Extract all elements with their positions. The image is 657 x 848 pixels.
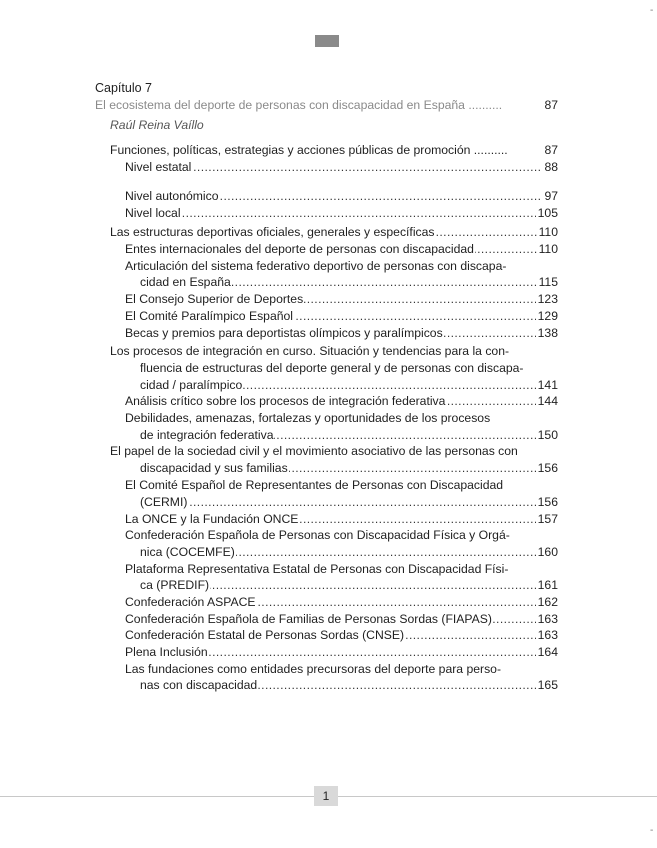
toc-entry: ..... Confederación Española de Familias de Personas Sordas (FIAPAS) 163 [125,611,558,628]
toc-entry: ..... cidad en España 115 [140,274,558,291]
toc-entry: ..... Confederación ASPACE 162 [125,594,558,611]
chapter-author: Raúl Reina Vaíllo [110,118,204,132]
toc-entry: Plataforma Representativa Estatal de Personas con Discapacidad Físi- [125,562,509,576]
toc-entry: ..... El Comité Paralímpico Español 129 [125,308,558,325]
toc-entry: El papel de la sociedad civil y el movimiento asociativo de las personas con [110,444,518,458]
toc-entry: ..... (CERMI) 156 [140,494,558,511]
toc-entry: Los procesos de integración en curso. Situación y tendencias para la con- [110,344,510,358]
page-number: 1 [314,786,338,806]
toc-entry: ..... La ONCE y la Fundación ONCE 157 [125,511,558,528]
chapter-title-entry [95,97,558,114]
toc-entry: ..... de integración federativa 150 [140,427,558,444]
toc-entry: ..... Las estructuras deportivas oficiales, generales y específicas 110 [110,224,558,241]
chapter-title-text: El ecosistema del deporte de personas con discapacidad en España .......... [95,98,503,112]
toc-entry: Debilidades, amenazas, fortalezas y oportunidades de los procesos [125,411,491,425]
toc-entry: fluencia de estructuras del deporte general y de personas con discapa- [140,361,524,375]
toc-entry: ..... cidad / paralímpico 141 [140,377,558,394]
toc-entry: ..... Análisis crítico sobre los procesos de integración federativa 144 [125,393,558,410]
toc-entry: ..... El Consejo Superior de Deportes 123 [125,291,558,308]
corner-mark-top-right: - [650,5,654,16]
toc-entry: ..... nas con discapacidad 165 [140,677,558,694]
toc-entry: ..... nica (COCEMFE) 160 [140,544,558,561]
toc-entry: Confederación Española de Personas con Discapacidad Física y Orgá- [125,528,510,542]
toc-entry: ..... Nivel autonómico 97 [125,188,558,205]
corner-mark-bottom-right: - [650,825,654,836]
toc-entry: Articulación del sistema federativo deportivo de personas con discapa- [125,259,507,273]
toc-entry: El Comité Español de Representantes de Personas con Discapacidad [125,478,504,492]
chapter-label: Capítulo 7 [95,81,152,95]
toc-entry: ..... Becas y premios para deportistas olímpicos y paralímpicos 138 [125,325,558,342]
toc-entry: ..... Entes internacionales del deporte de personas con discapacidad 110 [125,241,558,258]
chapter-title-page: 87 [544,98,558,112]
toc-entry: ..... Confederación Estatal de Personas Sordas (CNSE) 163 [125,627,558,644]
toc-entry: ..... Plena Inclusión 164 [125,644,558,661]
toc-entry: ..... ca (PREDIF) 161 [140,577,558,594]
toc-entry: ..... Nivel local 105 [125,205,558,222]
toc-entry: Las fundaciones como entidades precursoras del deporte para perso- [125,662,502,676]
toc-entry: Funciones, políticas, estrategias y acciones públicas de promoción .......... 87 [110,143,558,157]
toc-entry: ..... Nivel estatal 88 [125,159,558,176]
toc-entry: ..... discapacidad y sus familias 156 [140,460,558,477]
